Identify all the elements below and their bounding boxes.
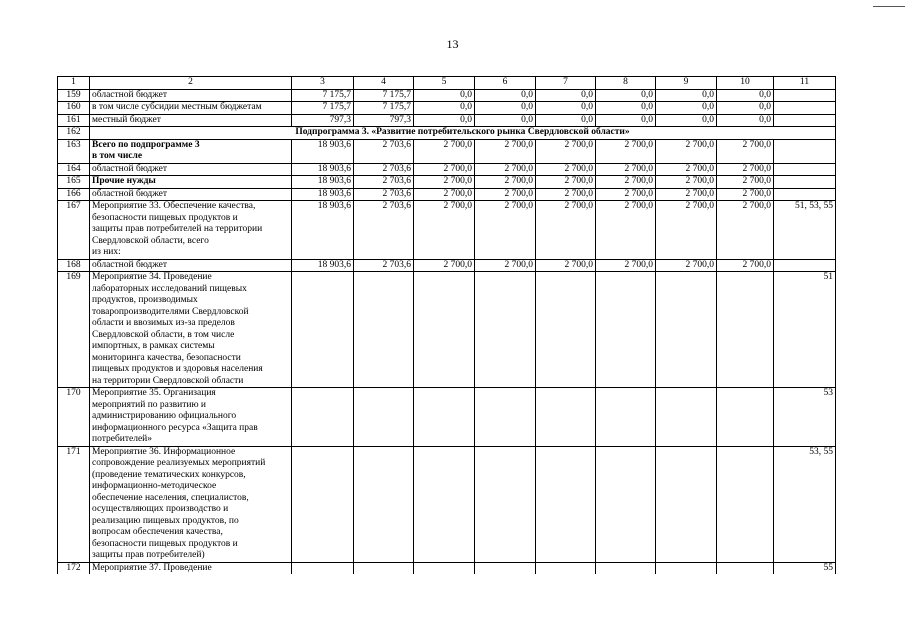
budget-table [57, 76, 836, 574]
value-cell-col-7 [536, 446, 596, 562]
column-header-10: 10 [717, 77, 774, 90]
column-header-4: 4 [354, 77, 414, 90]
value-cell-col-7: 2 700,0 [536, 176, 596, 189]
value-cell-col-10 [717, 388, 774, 447]
value-cell-col-5 [414, 272, 475, 388]
value-cell-col-8 [596, 388, 656, 447]
reference-cell: 53, 55 [774, 446, 836, 562]
value-cell-col-4: 2 703,6 [354, 176, 414, 189]
table-row [58, 102, 836, 115]
reference-cell: 55 [774, 562, 836, 574]
value-cell-col-9: 2 700,0 [656, 259, 717, 272]
reference-cell [774, 114, 836, 127]
value-cell-col-5: 0,0 [414, 114, 475, 127]
value-cell-col-8: 2 700,0 [596, 259, 656, 272]
value-cell-col-10: 2 700,0 [717, 259, 774, 272]
value-cell-col-9: 0,0 [656, 102, 717, 115]
table-row [58, 388, 836, 447]
row-number: 162 [58, 127, 90, 140]
value-cell-col-3: 7 175,7 [292, 102, 354, 115]
value-cell-col-4 [354, 272, 414, 388]
value-cell-col-9: 2 700,0 [656, 176, 717, 189]
value-cell-col-5: 2 700,0 [414, 259, 475, 272]
value-cell-col-4 [354, 562, 414, 574]
row-number: 171 [58, 446, 90, 562]
row-name: в том числе субсидии местным бюджетам [90, 102, 292, 115]
value-cell-col-8: 2 700,0 [596, 176, 656, 189]
value-cell-col-7 [536, 272, 596, 388]
row-number: 167 [58, 201, 90, 260]
value-cell-col-8 [596, 446, 656, 562]
value-cell-col-8: 0,0 [596, 89, 656, 102]
table-row [58, 127, 836, 140]
value-cell-col-3 [292, 446, 354, 562]
table-row [58, 163, 836, 176]
value-cell-col-4 [354, 446, 414, 562]
value-cell-col-5 [414, 388, 475, 447]
value-cell-col-8 [596, 562, 656, 574]
reference-cell [774, 259, 836, 272]
value-cell-col-9 [656, 446, 717, 562]
value-cell-col-10 [717, 446, 774, 562]
value-cell-col-6 [475, 388, 536, 447]
reference-cell [774, 139, 836, 163]
table-row [58, 562, 836, 574]
row-name: Всего по подпрограмме 3 в том числе [90, 139, 292, 163]
top-rule [873, 6, 905, 7]
value-cell-col-6: 2 700,0 [475, 188, 536, 201]
value-cell-col-5: 2 700,0 [414, 139, 475, 163]
value-cell-col-8: 0,0 [596, 114, 656, 127]
reference-cell [774, 163, 836, 176]
table-row [58, 446, 836, 562]
row-name: областной бюджет [90, 89, 292, 102]
value-cell-col-7: 2 700,0 [536, 259, 596, 272]
row-name: Мероприятие 35. Организация мероприятий по развитию и администрированию официального информационного ресурса «Защита прав потребителей» [90, 388, 292, 447]
column-header-11: 11 [774, 77, 836, 90]
row-number: 160 [58, 102, 90, 115]
reference-cell [774, 102, 836, 115]
value-cell-col-3: 797,3 [292, 114, 354, 127]
value-cell-col-10: 0,0 [717, 102, 774, 115]
row-name: Мероприятие 34. Проведение лабораторных исследований пищевых продуктов, производимых товаропроизводителями Свердловской области и ввозимых из-за пределов Свердловской области, в том числе импортных, в рамках системы мониторинга качества, безопасности пищевых продуктов и здоровья населения на территории Свердловской области [90, 272, 292, 388]
value-cell-col-3 [292, 388, 354, 447]
value-cell-col-5: 2 700,0 [414, 188, 475, 201]
value-cell-col-5: 0,0 [414, 89, 475, 102]
value-cell-col-3: 18 903,6 [292, 163, 354, 176]
row-number: 164 [58, 163, 90, 176]
value-cell-col-6 [475, 446, 536, 562]
value-cell-col-6 [475, 562, 536, 574]
value-cell-col-3 [292, 272, 354, 388]
value-cell-col-6: 2 700,0 [475, 259, 536, 272]
value-cell-col-9: 2 700,0 [656, 163, 717, 176]
value-cell-col-3 [292, 562, 354, 574]
value-cell-col-4: 2 703,6 [354, 139, 414, 163]
value-cell-col-4: 797,3 [354, 114, 414, 127]
value-cell-col-8: 2 700,0 [596, 188, 656, 201]
value-cell-col-6 [475, 272, 536, 388]
table-row [58, 114, 836, 127]
value-cell-col-9 [656, 388, 717, 447]
row-number: 169 [58, 272, 90, 388]
value-cell-col-7: 0,0 [536, 102, 596, 115]
row-name: областной бюджет [90, 188, 292, 201]
row-number: 163 [58, 139, 90, 163]
row-name: Мероприятие 36. Информационное сопровождение реализуемых мероприятий (проведение тематических конкурсов, информационно-методическое обеспечение населения, специалистов, осуществляющих производство и реализацию пищевых продуктов, по вопросам обеспечения качества, безопасности пищевых продуктов и защиты прав потребителей) [90, 446, 292, 562]
value-cell-col-8: 2 700,0 [596, 139, 656, 163]
row-number: 159 [58, 89, 90, 102]
value-cell-col-7: 2 700,0 [536, 163, 596, 176]
reference-cell [774, 89, 836, 102]
value-cell-col-9 [656, 562, 717, 574]
value-cell-col-6: 2 700,0 [475, 139, 536, 163]
row-name: Прочие нужды [90, 176, 292, 189]
row-number: 165 [58, 176, 90, 189]
value-cell-col-3: 18 903,6 [292, 139, 354, 163]
column-header-1: 1 [58, 77, 90, 90]
value-cell-col-6: 2 700,0 [475, 176, 536, 189]
value-cell-col-6: 2 700,0 [475, 201, 536, 260]
value-cell-col-7: 2 700,0 [536, 188, 596, 201]
value-cell-col-6: 0,0 [475, 89, 536, 102]
value-cell-col-10 [717, 562, 774, 574]
reference-cell: 51, 53, 55 [774, 201, 836, 260]
header-row [58, 77, 836, 90]
value-cell-col-5 [414, 562, 475, 574]
value-cell-col-9 [656, 272, 717, 388]
value-cell-col-6: 0,0 [475, 102, 536, 115]
value-cell-col-7: 2 700,0 [536, 139, 596, 163]
value-cell-col-5: 0,0 [414, 102, 475, 115]
value-cell-col-7: 0,0 [536, 114, 596, 127]
value-cell-col-8: 2 700,0 [596, 163, 656, 176]
value-cell-col-10: 2 700,0 [717, 139, 774, 163]
value-cell-col-9: 2 700,0 [656, 188, 717, 201]
row-name: областной бюджет [90, 163, 292, 176]
value-cell-col-10: 2 700,0 [717, 176, 774, 189]
row-name: Мероприятие 37. Проведение [90, 562, 292, 574]
value-cell-col-4: 7 175,7 [354, 102, 414, 115]
value-cell-col-10: 0,0 [717, 114, 774, 127]
column-header-7: 7 [536, 77, 596, 90]
column-header-8: 8 [596, 77, 656, 90]
reference-cell [774, 176, 836, 189]
table-row [58, 259, 836, 272]
column-header-2: 2 [90, 77, 292, 90]
row-name: Мероприятие 33. Обеспечение качества, безопасности пищевых продуктов и защиты прав потребителей на территории Свердловской области, всего из них: [90, 201, 292, 260]
value-cell-col-4: 2 703,6 [354, 188, 414, 201]
value-cell-col-4: 2 703,6 [354, 201, 414, 260]
page-number: 13 [446, 37, 459, 51]
row-number: 168 [58, 259, 90, 272]
row-name: местный бюджет [90, 114, 292, 127]
value-cell-col-9: 2 700,0 [656, 139, 717, 163]
table-row [58, 201, 836, 260]
value-cell-col-10: 2 700,0 [717, 188, 774, 201]
value-cell-col-3: 18 903,6 [292, 176, 354, 189]
value-cell-col-8: 2 700,0 [596, 201, 656, 260]
row-name: областной бюджет [90, 259, 292, 272]
column-header-5: 5 [414, 77, 475, 90]
value-cell-col-8: 0,0 [596, 102, 656, 115]
column-header-6: 6 [475, 77, 536, 90]
column-header-9: 9 [656, 77, 717, 90]
value-cell-col-3: 7 175,7 [292, 89, 354, 102]
value-cell-col-4 [354, 388, 414, 447]
row-number: 172 [58, 562, 90, 574]
reference-cell: 53 [774, 388, 836, 447]
table-row [58, 272, 836, 388]
value-cell-col-7 [536, 388, 596, 447]
value-cell-col-6: 0,0 [475, 114, 536, 127]
reference-cell [774, 188, 836, 201]
value-cell-col-5 [414, 446, 475, 562]
row-number: 161 [58, 114, 90, 127]
value-cell-col-4: 2 703,6 [354, 163, 414, 176]
value-cell-col-10 [717, 272, 774, 388]
value-cell-col-3: 18 903,6 [292, 259, 354, 272]
value-cell-col-10: 2 700,0 [717, 201, 774, 260]
section-title: Подпрограмма 3. «Развитие потребительского рынка Свердловской области» [90, 127, 836, 140]
reference-cell: 51 [774, 272, 836, 388]
row-number: 166 [58, 188, 90, 201]
value-cell-col-3: 18 903,6 [292, 201, 354, 260]
value-cell-col-5: 2 700,0 [414, 163, 475, 176]
table-row [58, 188, 836, 201]
value-cell-col-7 [536, 562, 596, 574]
value-cell-col-5: 2 700,0 [414, 176, 475, 189]
value-cell-col-7: 0,0 [536, 89, 596, 102]
table-row [58, 176, 836, 189]
table-row [58, 139, 836, 163]
value-cell-col-7: 2 700,0 [536, 201, 596, 260]
value-cell-col-3: 18 903,6 [292, 188, 354, 201]
value-cell-col-9: 0,0 [656, 114, 717, 127]
column-header-3: 3 [292, 77, 354, 90]
table-row [58, 89, 836, 102]
value-cell-col-4: 7 175,7 [354, 89, 414, 102]
value-cell-col-9: 2 700,0 [656, 201, 717, 260]
value-cell-col-9: 0,0 [656, 89, 717, 102]
value-cell-col-10: 0,0 [717, 89, 774, 102]
value-cell-col-6: 2 700,0 [475, 163, 536, 176]
value-cell-col-4: 2 703,6 [354, 259, 414, 272]
row-number: 170 [58, 388, 90, 447]
value-cell-col-5: 2 700,0 [414, 201, 475, 260]
value-cell-col-8 [596, 272, 656, 388]
value-cell-col-10: 2 700,0 [717, 163, 774, 176]
